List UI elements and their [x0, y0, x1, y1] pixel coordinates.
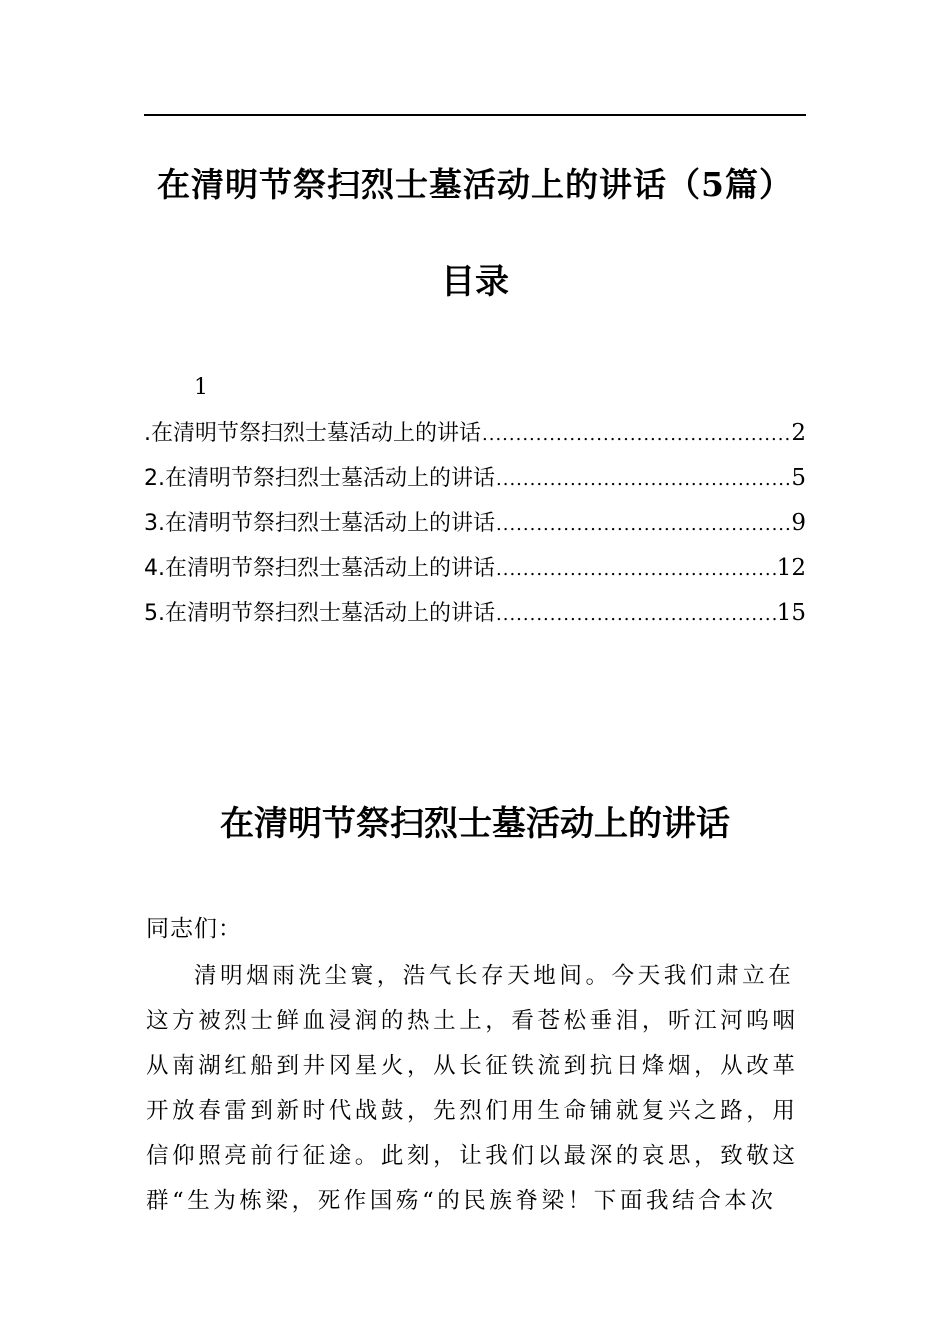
header-rule	[144, 114, 806, 116]
toc-entry-4[interactable]	[144, 551, 806, 596]
toc-entry-label: .在清明节祭扫烈士墓活动上的讲话	[144, 421, 481, 446]
toc-entry-label: 2.在清明节祭扫烈士墓活动上的讲话	[144, 466, 495, 491]
table-of-contents	[144, 416, 806, 641]
toc-entry-page: 5	[791, 465, 806, 491]
toc-entry-1[interactable]	[144, 416, 806, 461]
toc-entry-page: 12	[776, 555, 806, 581]
toc-entry-page: 15	[776, 600, 806, 626]
document-title: 在清明节祭扫烈士墓活动上的讲话（5篇）	[157, 165, 793, 204]
toc-dot-leader	[496, 598, 776, 632]
salutation: 同志们：	[146, 916, 242, 942]
toc-entry-label: 4.在清明节祭扫烈士墓活动上的讲话	[144, 556, 495, 581]
section-title: 在清明节祭扫烈士墓活动上的讲话	[220, 804, 730, 844]
toc-entry-label: 3.在清明节祭扫烈士墓活动上的讲话	[144, 511, 495, 536]
body-line: 群“生为栋梁，死作国殇“的民族脊梁！下面我结合本次	[146, 1188, 777, 1214]
body-line: 开放春雷到新时代战鼓，先烈们用生命铺就复兴之路，用	[146, 1098, 799, 1124]
toc-dot-leader	[482, 418, 790, 452]
body-line: 这方被烈士鲜血浸润的热土上，看苍松垂泪，听江河呜咽	[146, 1008, 799, 1034]
toc-dot-leader	[496, 508, 790, 542]
body-paragraph	[146, 954, 806, 1224]
toc-entry-3[interactable]	[144, 506, 806, 551]
toc-heading: 目录	[441, 262, 509, 302]
toc-first-number: 1	[194, 375, 208, 400]
toc-entry-page: 9	[791, 510, 806, 536]
body-line: 清明烟雨洗尘寰，浩气长存天地间。今天我们肃立在	[194, 963, 795, 989]
body-line: 信仰照亮前行征途。此刻，让我们以最深的哀思，致敬这	[146, 1143, 799, 1169]
toc-entry-5[interactable]	[144, 596, 806, 641]
toc-dot-leader	[496, 463, 790, 497]
toc-entry-label: 5.在清明节祭扫烈士墓活动上的讲话	[144, 601, 495, 626]
body-line: 从南湖红船到井冈星火，从长征铁流到抗日烽烟，从改革	[146, 1053, 799, 1079]
toc-dot-leader	[496, 553, 776, 587]
toc-entry-page: 2	[791, 420, 806, 446]
toc-entry-2[interactable]	[144, 461, 806, 506]
